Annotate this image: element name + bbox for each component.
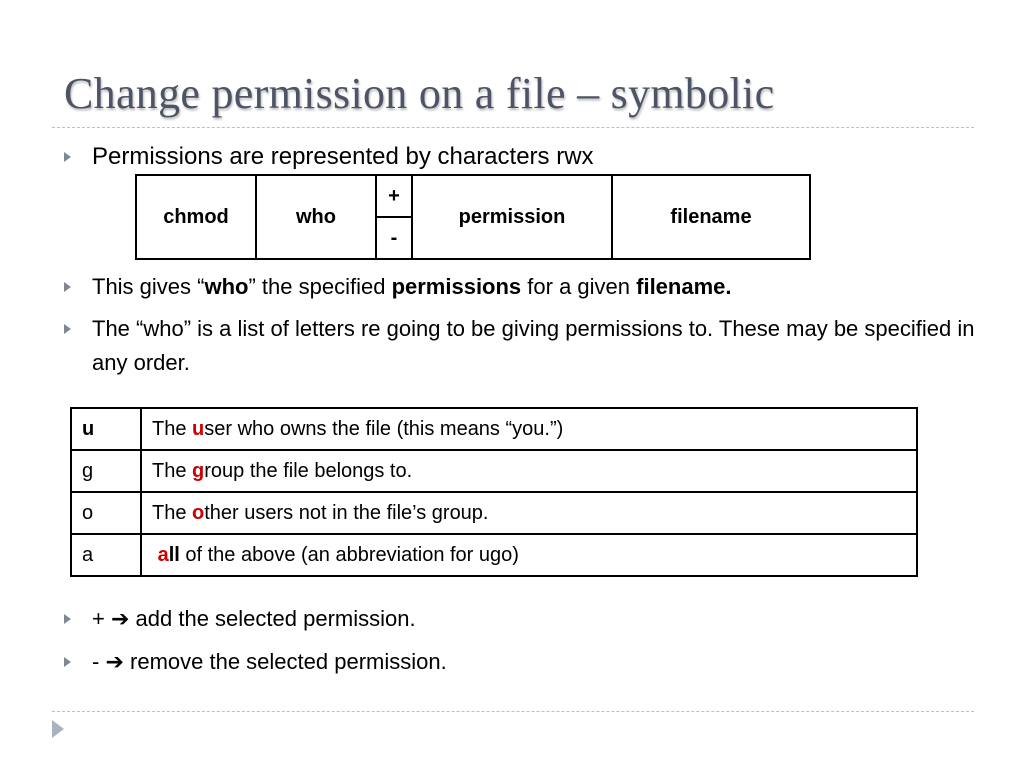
highlight-letter: o xyxy=(192,501,205,524)
syntax-chmod-cell: chmod xyxy=(136,175,256,259)
table-row xyxy=(71,450,917,492)
bullet-who-description: The “who” is a list of letters re going to be giving permissions to. These may be specified in any order. xyxy=(92,316,975,375)
bullet-remove-permission xyxy=(92,645,447,679)
triangle-bullet-icon xyxy=(64,614,71,624)
right-arrow-icon: ➔ xyxy=(110,606,130,631)
syntax-permission-cell: permission xyxy=(412,175,612,259)
triangle-bullet-icon xyxy=(64,282,71,292)
highlight-rest: ll xyxy=(168,543,180,566)
text: The xyxy=(152,417,193,440)
table-row xyxy=(71,534,917,576)
text: The xyxy=(152,459,193,482)
table-row xyxy=(71,492,917,534)
text: of the above (an abbreviation for ugo) xyxy=(179,543,519,566)
triangle-bullet-icon xyxy=(64,152,71,162)
text: ser who owns the file (this means “you.”) xyxy=(204,417,564,440)
who-description-cell xyxy=(141,450,917,492)
syntax-plus-cell: + xyxy=(376,175,412,217)
right-arrow-icon: ➔ xyxy=(105,649,124,674)
who-letter-cell: u xyxy=(71,408,141,450)
text: ther users not in the file’s group. xyxy=(204,501,489,524)
footer-divider xyxy=(52,711,974,712)
text: ” the specified xyxy=(248,274,392,299)
plus-symbol: + xyxy=(92,606,105,631)
text: roup the file belongs to. xyxy=(204,459,413,482)
text: remove the selected permission. xyxy=(123,649,447,674)
highlight-letter: u xyxy=(192,417,205,440)
text: This gives “ xyxy=(92,274,205,299)
highlight-letter: a xyxy=(157,543,169,566)
syntax-minus-cell: - xyxy=(376,217,412,259)
slide-title: Change permission on a file – symbolic xyxy=(64,69,775,118)
syntax-filename-cell: filename xyxy=(612,175,810,259)
highlight-letter: g xyxy=(192,459,205,482)
permissions-term: permissions xyxy=(391,274,522,299)
who-description-cell xyxy=(141,408,917,450)
chmod-syntax-table xyxy=(135,174,811,260)
text: add the selected permission. xyxy=(129,606,416,631)
triangle-bullet-icon xyxy=(64,324,71,334)
who-description-cell xyxy=(141,534,917,576)
who-letter-cell: o xyxy=(71,492,141,534)
who-letters-table xyxy=(70,407,918,577)
who-term: who xyxy=(204,274,249,299)
who-description-cell xyxy=(141,492,917,534)
who-letter-cell: a xyxy=(71,534,141,576)
who-letter-cell: g xyxy=(71,450,141,492)
bullet-gives-permissions xyxy=(92,270,732,304)
title-divider xyxy=(52,127,974,128)
bullet-permissions-rwx: Permissions are represented by characters rwx xyxy=(92,143,594,170)
syntax-who-cell: who xyxy=(256,175,376,259)
bullet-add-permission xyxy=(92,602,416,636)
filename-term: filename. xyxy=(636,274,732,299)
text: for a given xyxy=(521,274,637,299)
table-row xyxy=(71,408,917,450)
minus-symbol: - xyxy=(92,649,100,674)
triangle-bullet-icon xyxy=(64,657,71,667)
next-slide-icon[interactable] xyxy=(52,720,64,738)
text: The xyxy=(152,501,193,524)
